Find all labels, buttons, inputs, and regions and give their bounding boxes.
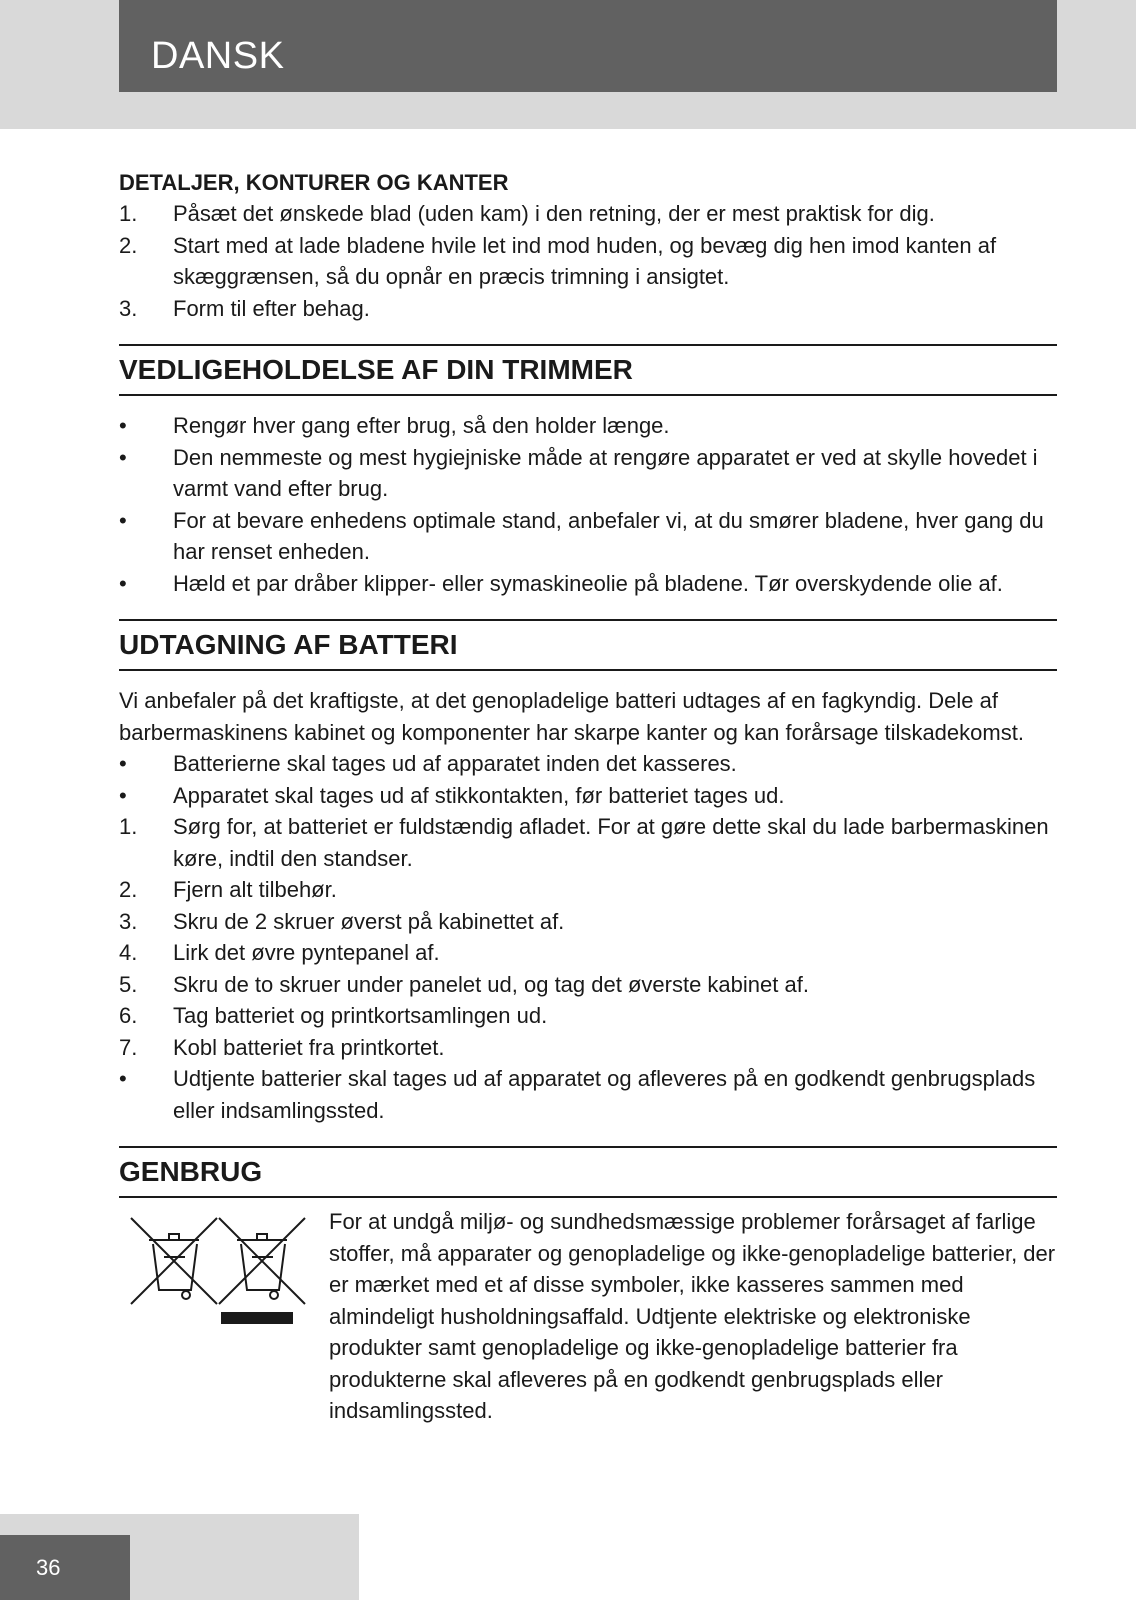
- crossed-out-wheelie-bin-with-bar-icon: [219, 1218, 305, 1324]
- list-item-text: Tag batteriet og printkortsamlingen ud.: [173, 1003, 548, 1028]
- list-marker: 7.: [119, 1034, 138, 1060]
- recycling-text: For at undgå miljø- og sundhedsmæssige problemer forårsaget af farlige stoffer, må apparater og genopladelige og ikke-genopladelige batterier, der er mærket med et af disse symboler, ikke kasseres sammen med almindeligt husholdningsaffald. Udtjente elektriske og elektroniske produkter samt genopladelige og ikke-genopladelige batterier fra produkterne skal afleveres på en godkendt genbrugsplads eller indsamlingssted.: [329, 1209, 1056, 1423]
- list-item-text: Skru de to skruer under panelet ud, og tag det øverste kabinet af.: [173, 971, 809, 997]
- list-item: [119, 1000, 1057, 1032]
- list-marker: •: [119, 782, 127, 808]
- list-item: [119, 568, 1057, 600]
- language-label: DANSK: [151, 35, 285, 77]
- section-recycling: [119, 1146, 1057, 1436]
- page-content: [119, 168, 1057, 1436]
- list-item: [119, 1032, 1057, 1064]
- bullet: •: [119, 413, 127, 438]
- bullet: •: [119, 444, 127, 470]
- list-marker: 3.: [119, 908, 138, 934]
- section-heading: DETALJER, KONTURER OG KANTER: [119, 170, 509, 195]
- list-item: [119, 1063, 1057, 1126]
- section-battery-removal: [119, 619, 1057, 1126]
- list-item-text: Den nemmeste og mest hygiejniske måde at rengøre apparatet er ved at skylle hovedet i varmt vand efter brug.: [173, 444, 1038, 501]
- list-marker: 1.: [119, 814, 138, 839]
- list-item-text: Form til efter behag.: [173, 295, 370, 321]
- list-item-text: Lirk det øvre pyntepanel af.: [173, 940, 440, 965]
- list-item-text: Start med at lade bladene hvile let ind mod huden, og bevæg dig hen imod kanten af skæggrænsen, så du opnår en præcis trimning i ansigtet.: [173, 232, 997, 289]
- language-bar: [119, 0, 1057, 92]
- list-item-text: Sørg for, at batteriet er fuldstændig afladet. For at gøre dette skal du lade barbermaskinen køre, indtil den standser.: [173, 814, 1049, 871]
- list-item-text: For at bevare enhedens optimale stand, anbefaler vi, at du smører bladene, hver gang du har renset enheden.: [173, 507, 1044, 564]
- list-item-text: Rengør hver gang efter brug, så den holder længe.: [173, 413, 670, 438]
- page-number: 36: [36, 1555, 61, 1580]
- list-item: [119, 442, 1057, 505]
- bullet: •: [119, 507, 127, 533]
- section-heading: VEDLIGEHOLDELSE AF DIN TRIMMER: [119, 344, 1057, 396]
- list-item: [119, 230, 1057, 293]
- list-item: [119, 780, 1057, 812]
- recycling-body: [119, 1206, 1057, 1436]
- list-item-text: Apparatet skal tages ud af stikkontakten, før batteriet tages ud.: [173, 782, 785, 808]
- list-marker: 2.: [119, 232, 138, 258]
- details-steps-list: [119, 198, 1057, 324]
- list-item: [119, 811, 1057, 874]
- section-heading: UDTAGNING AF BATTERI: [119, 619, 1057, 671]
- list-item: [119, 505, 1057, 568]
- list-item-text: Udtjente batterier skal tages ud af apparatet og afleveres på en godkendt genbrugsplads eller indsamlingssted.: [173, 1066, 1036, 1123]
- list-item-text: Batterierne skal tages ud af apparatet inden det kasseres.: [173, 751, 737, 776]
- list-marker: •: [119, 751, 127, 776]
- list-item: [119, 748, 1057, 780]
- list-item: [119, 293, 1057, 325]
- battery-intro: Vi anbefaler på det kraftigste, at det genopladelige batteri udtages af en fagkyndig. Dele af barbermaskinens kabinet og komponenter har skarpe kanter og kan forårsage tilskadekomst.: [119, 688, 1024, 745]
- list-item: [119, 937, 1057, 969]
- list-marker: 5.: [119, 971, 138, 997]
- list-item: [119, 410, 1057, 442]
- list-marker: 1.: [119, 201, 138, 226]
- list-item: [119, 969, 1057, 1001]
- list-marker: 4.: [119, 940, 138, 965]
- list-item: [119, 874, 1057, 906]
- list-item: [119, 198, 1057, 230]
- list-marker: 2.: [119, 877, 138, 902]
- list-marker: •: [119, 1066, 127, 1091]
- crossed-out-wheelie-bin-icon: [131, 1218, 217, 1304]
- section-maintenance: [119, 344, 1057, 599]
- weee-symbols: [129, 1212, 309, 1332]
- section-details: [119, 168, 1057, 324]
- list-marker: 6.: [119, 1003, 138, 1028]
- page-number-box: [0, 1535, 130, 1600]
- list-item-text: Påsæt det ønskede blad (uden kam) i den retning, der er mest praktisk for dig.: [173, 201, 935, 226]
- battery-steps-list: [119, 748, 1057, 1126]
- list-item-text: Kobl batteriet fra printkortet.: [173, 1034, 445, 1060]
- list-item-text: Skru de 2 skruer øverst på kabinettet af.: [173, 908, 565, 934]
- list-item-text: Hæld et par dråber klipper- eller symaskineolie på bladene. Tør overskydende olie af.: [173, 570, 1003, 596]
- section-heading: GENBRUG: [119, 1146, 1057, 1198]
- maintenance-list: [119, 410, 1057, 599]
- bullet: •: [119, 570, 127, 596]
- list-item-text: Fjern alt tilbehør.: [173, 877, 337, 902]
- list-marker: 3.: [119, 295, 138, 321]
- list-item: [119, 906, 1057, 938]
